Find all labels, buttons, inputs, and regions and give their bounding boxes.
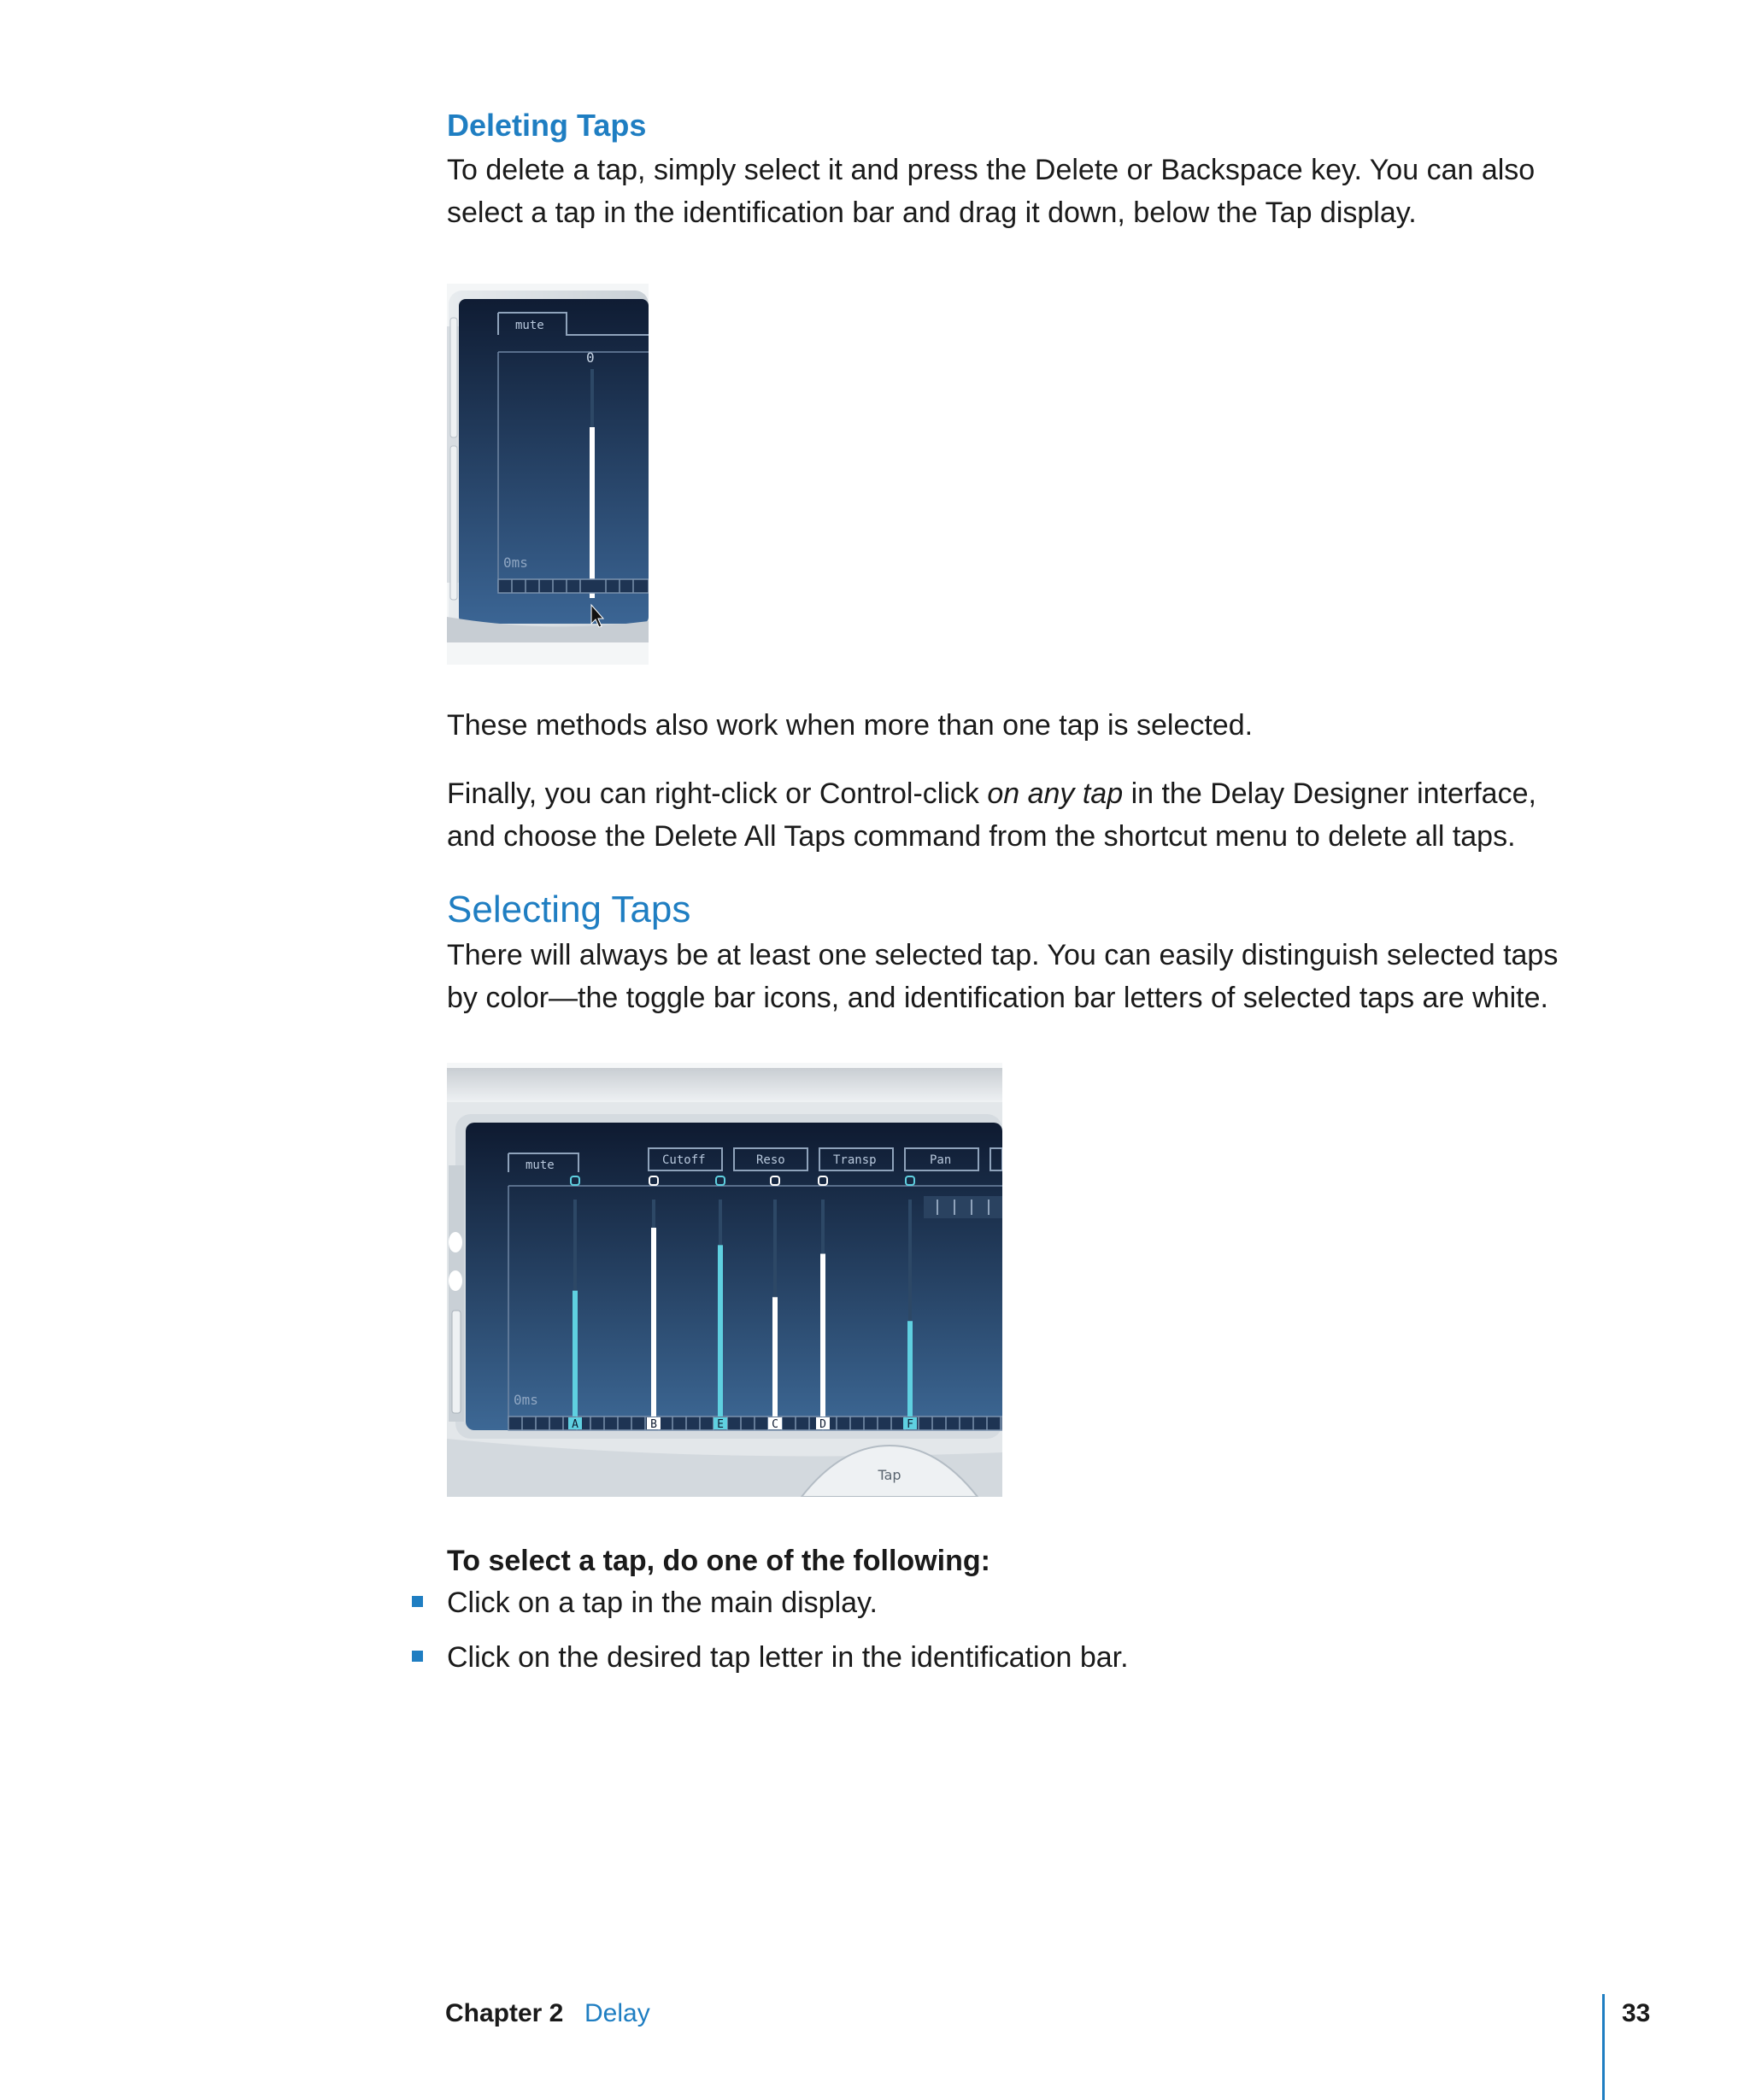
mute-label: mute (515, 319, 544, 332)
finally-text-post: in the Delay Designer interface, (1123, 777, 1536, 810)
bullet-marker-1 (412, 1596, 423, 1607)
tap-display-screenshot-multiple (447, 1063, 1002, 1497)
tap-line[interactable] (590, 427, 595, 598)
tap-line-b[interactable] (651, 1228, 656, 1417)
paragraph-finally-line-2: and choose the Delete All Taps command from the shortcut menu to delete all taps. (447, 820, 1516, 853)
time-label: 0ms (503, 554, 528, 571)
paragraph-selecting-line-1: There will always be at least one selected tap. You can easily distinguish selected taps (447, 939, 1559, 971)
procedure-heading: To select a tap, do one of the following: (447, 1545, 990, 1577)
paragraph-finally-line-1 (447, 772, 1536, 815)
paragraph-deleting-line-2: select a tap in the identification bar and drag it down, below the Tap display. (447, 197, 1417, 229)
tap-display-screenshot-single (447, 284, 649, 665)
bullet-marker-2 (412, 1651, 423, 1662)
tab-reso[interactable]: Reso (756, 1153, 785, 1167)
bullet-item-1: Click on a tap in the main display. (447, 1587, 878, 1619)
tap-button-label: Tap (878, 1467, 901, 1483)
tab-pan[interactable]: Pan (930, 1153, 952, 1167)
tap-letter-c[interactable]: C (772, 1418, 778, 1431)
tap-line-e[interactable] (718, 1245, 723, 1417)
tap-letter-d[interactable]: D (819, 1418, 826, 1431)
footer-section: Delay (584, 1999, 650, 2027)
time-label: 0ms (514, 1392, 538, 1408)
paragraph-methods: These methods also work when more than one tap is selected. (447, 709, 1254, 742)
tap-line-a[interactable] (573, 1291, 578, 1417)
footer-divider (1602, 1994, 1605, 2100)
tap-value: 0 (586, 349, 595, 366)
tap-line-f[interactable] (907, 1321, 913, 1417)
tab-cutoff[interactable]: Cutoff (662, 1153, 706, 1167)
tap-line-c[interactable] (772, 1297, 778, 1417)
bullet-item-2: Click on the desired tap letter in the identification bar. (447, 1641, 1129, 1674)
tap-letter-b[interactable]: B (650, 1418, 657, 1431)
finally-text-emphasis: on any tap (987, 777, 1124, 810)
tap-line-d[interactable] (820, 1254, 825, 1417)
paragraph-selecting-line-2: by color—the toggle bar icons, and identification bar letters of selected taps are white. (447, 982, 1548, 1014)
tap-letter-f[interactable]: F (907, 1418, 913, 1431)
tap-letter-a[interactable]: A (572, 1418, 578, 1431)
finally-text-pre: Finally, you can right-click or Control-click (447, 777, 988, 810)
footer-chapter: Chapter 2 (445, 1999, 564, 2027)
tap-letter-e[interactable]: E (717, 1418, 724, 1431)
paragraph-deleting-line-1: To delete a tap, simply select it and press the Delete or Backspace key. You can also (447, 154, 1536, 186)
tab-transp[interactable]: Transp (833, 1153, 877, 1167)
section-heading-deleting-taps: Deleting Taps (447, 108, 647, 143)
section-heading-selecting-taps: Selecting Taps (447, 889, 691, 930)
footer-page-number: 33 (1622, 1999, 1651, 2027)
mute-label: mute (526, 1159, 555, 1172)
